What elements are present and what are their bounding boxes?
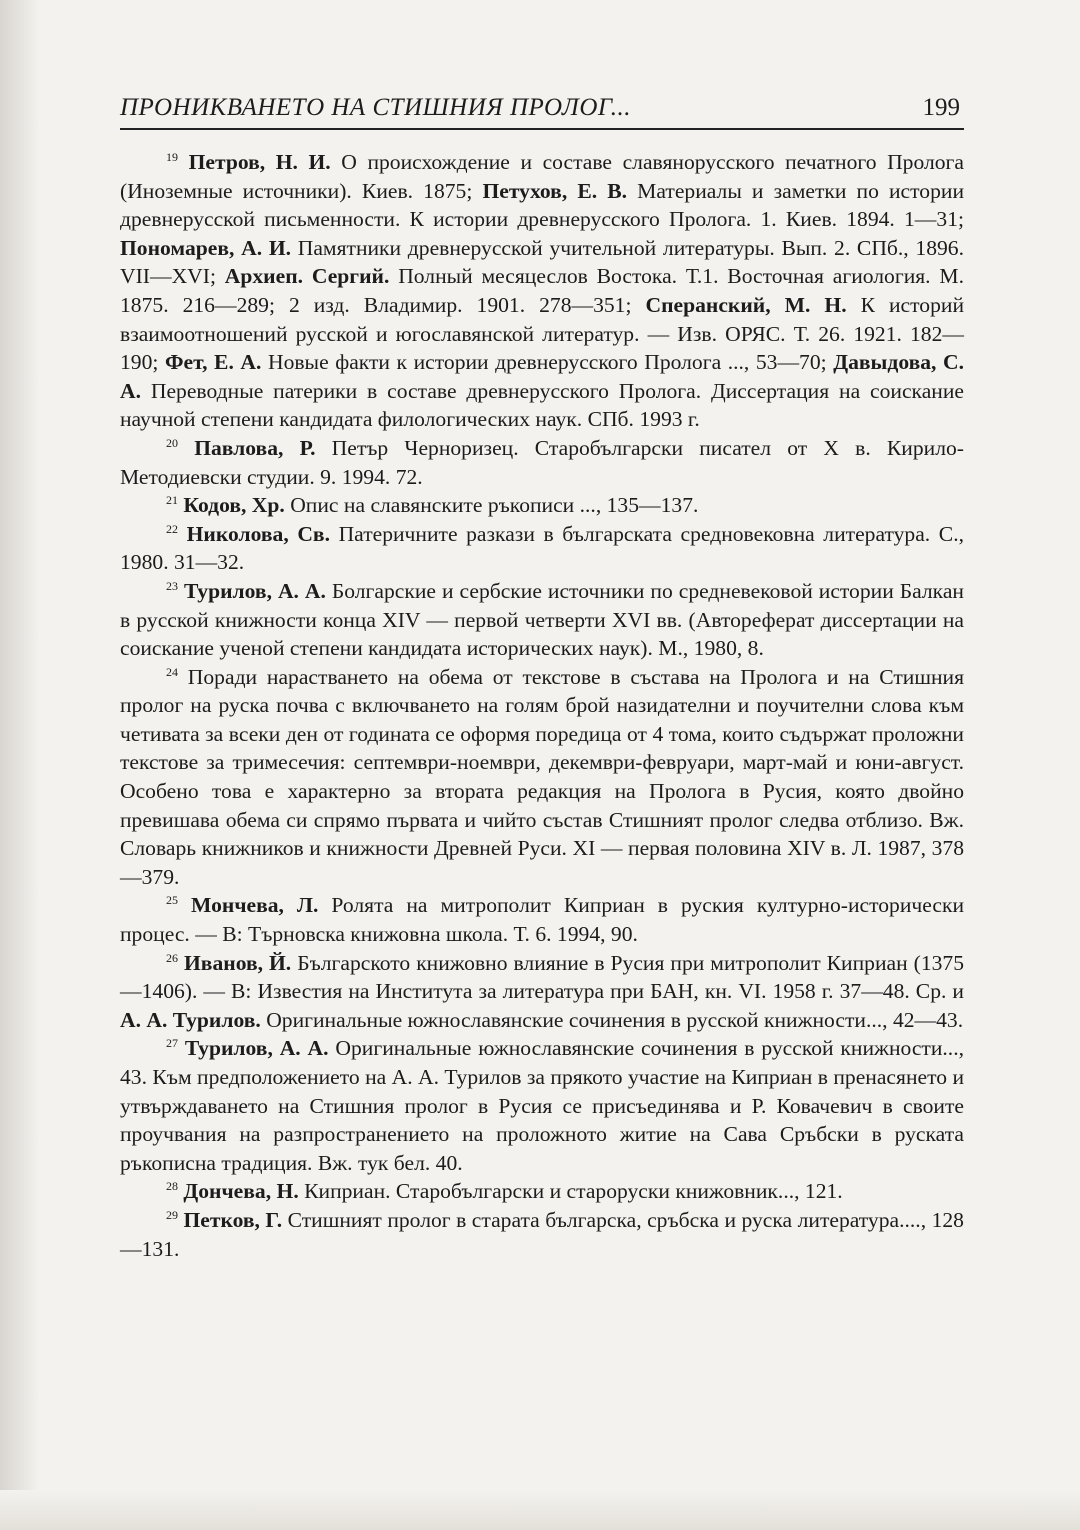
footnote-text: Петков, Г. Стишният пролог в старата българска, сръбска и руска литература...., 128—131. bbox=[120, 1207, 964, 1261]
footnote-23 bbox=[120, 577, 964, 663]
footnote-author: Петков, Г. bbox=[183, 1207, 283, 1232]
footnote-author: Дончева, Н. bbox=[183, 1179, 299, 1204]
footnote-author: Павлова, Р. bbox=[194, 435, 316, 460]
footnote-text: Иванов, Й. Българското книжовно влияние в Русия при митрополит Киприан (1375—1406). — В: Известия на Института за литература при БАН, кн. VI. 1958 г. 37—48. Ср. и А. А. Турилов. Оригинальные южнославянские сочинения в русской книжности..., 42—43. bbox=[120, 950, 965, 1032]
footnote-author: Турилов, А. А. bbox=[183, 578, 326, 603]
footnote-author: Турилов, А. А. bbox=[184, 1036, 329, 1061]
footnote-author: Мончева, Л. bbox=[190, 893, 319, 918]
footnote-text: Павлова, Р. Петър Черноризец. Старобългарски писател от X в. Кирило-Методиевски студии. 9. 1994. 72. bbox=[120, 435, 964, 489]
footnote-author: Архиеп. Сергий. bbox=[224, 264, 390, 289]
footnote-number: 28 bbox=[166, 1179, 178, 1194]
footnote-author: Сперанский, М. Н. bbox=[645, 292, 847, 317]
footnote-number: 22 bbox=[166, 521, 178, 536]
footnote-number: 26 bbox=[166, 950, 178, 965]
footnote-text: Турилов, А. А. Болгарские и сербские источники по средневековой истории Балкан в русской книжности конца XIV — первой четверти XVI вв. (Автореферат диссертации на соискание ученой степени кандидата исторических наук). М., 1980, 8. bbox=[120, 578, 964, 661]
footnote-author: Кодов, Хр. bbox=[183, 493, 285, 518]
footnote-number: 24 bbox=[166, 664, 178, 679]
footnote-number: 21 bbox=[166, 493, 178, 508]
footnote-author: Петухов, Е. В. bbox=[482, 178, 628, 203]
footnotes-section bbox=[120, 148, 964, 1263]
footnote-25 bbox=[120, 891, 964, 948]
footnote-28 bbox=[120, 1177, 964, 1206]
footnote-number: 27 bbox=[166, 1036, 178, 1051]
page-bottom-shade bbox=[0, 1490, 1080, 1530]
footnote-author: Иванов, Й. bbox=[184, 950, 292, 975]
page-number: 199 bbox=[922, 94, 960, 121]
footnote-text: Николова, Св. Патеричните разкази в българската средновековна литература. С., 1980. 31—32. bbox=[120, 521, 964, 575]
footnote-26 bbox=[120, 949, 964, 1035]
footnote-author: Давыдова, С. А. bbox=[120, 350, 965, 403]
footnote-number: 23 bbox=[166, 578, 178, 593]
footnote-number: 19 bbox=[166, 150, 178, 164]
footnote-author: Петров, Н. И. bbox=[188, 150, 331, 174]
footnote-29 bbox=[120, 1206, 964, 1263]
footnote-author: Фет, Е. А. bbox=[164, 350, 262, 375]
footnote-number: 25 bbox=[166, 893, 178, 908]
footnote-text: Дончева, Н. Киприан. Старобългарски и староруски книжовник..., 121. bbox=[183, 1179, 843, 1204]
footnote-text: Мончева, Л. Ролята на митрополит Киприан в руския културно-исторически процес. — В: Търновска книжовна школа. Т. 6. 1994, 90. bbox=[120, 893, 964, 947]
footnote-author: А. А. Турилов. bbox=[120, 1007, 261, 1032]
footnote-number: 20 bbox=[166, 435, 178, 450]
footnote-27 bbox=[120, 1034, 964, 1177]
footnote-text: Поради нарастването на обема от текстове в състава на Пролога и на Стишния пролог на руска почва с включването на голям брой назидателни и поучителни слова към четивата за всеки ден от годината се оформя поредица от 4 тома, които съдържат проложни текстове за тримесечия: септември-ноември, декември-февруари, март-май и юни-август. Особено това е характерно за втората редакция на Пролога в Русия, която двойно превишава обема си спрямо първата и чийто състав Стишният пролог следва отблизо. Вж. Словарь книжников и книжности Древней Руси. XI — первая половина XIV в. Л. 1987, 378—379. bbox=[120, 664, 964, 889]
footnote-text: Кодов, Хр. Опис на славянските ръкописи ..., 135—137. bbox=[183, 493, 699, 518]
footnote-24 bbox=[120, 663, 964, 892]
footnote-22 bbox=[120, 520, 964, 577]
footnote-number: 29 bbox=[166, 1207, 178, 1222]
footnote-21 bbox=[120, 491, 964, 520]
footnote-author: Николова, Св. bbox=[186, 521, 330, 546]
footnote-author: Пономарев, А. И. bbox=[120, 235, 292, 260]
footnote-19 bbox=[120, 148, 964, 434]
footnote-20 bbox=[120, 434, 964, 491]
footnote-text: Петров, Н. И. О происхождение и составе славянорусского печатного Пролога (Иноземные источники). Киев. 1875; Петухов, Е. В. Материалы и заметки по истории древнерусской письменности. К истории древнерусского Пролога. 1. Киев. 1894. 1—31; Пономарев, А. И. Памятники древнерусской учительной литературы. Вып. 2. СПб., 1896. VII—XVI; Архиеп. Сергий. Полный месяцеслов Востока. Т.1. Восточная агиология. М. 1875. 216—289; 2 изд. Владимир. 1901. 278—351; Сперанский, М. Н. К историй взаимоотношений русской и югославянской литератур. — Изв. ОРЯС. Т. 26. 1921. 182—190; Фет, Е. А. Новые факти к истории древнерусского Пролога ..., 53—70; Давыдова, С. А. Переводные патерики в составе древнерусского Пролога. Диссертация на соискание научной степени кандидата филологических наук. СПб. 1993 г. bbox=[120, 150, 965, 432]
footnote-text: Турилов, А. А. Оригинальные южнославянские сочинения в русской книжности..., 43. Към предположението на А. А. Турилов за прякото участие на Киприан в пренасянето и утвърждаването на Стишния пролог в Русия се присъединява и Р. Ковачевич в своите проучвания на разпространението на проложното житие на Сава Сръбски в руската ръкописна традиция. Вж. тук бел. 40. bbox=[120, 1036, 965, 1175]
running-header bbox=[120, 88, 964, 130]
page-gutter-shadow bbox=[0, 0, 40, 1530]
running-title: ПРОНИКВАНЕТО НА СТИШНИЯ ПРОЛОГ... bbox=[120, 94, 631, 121]
